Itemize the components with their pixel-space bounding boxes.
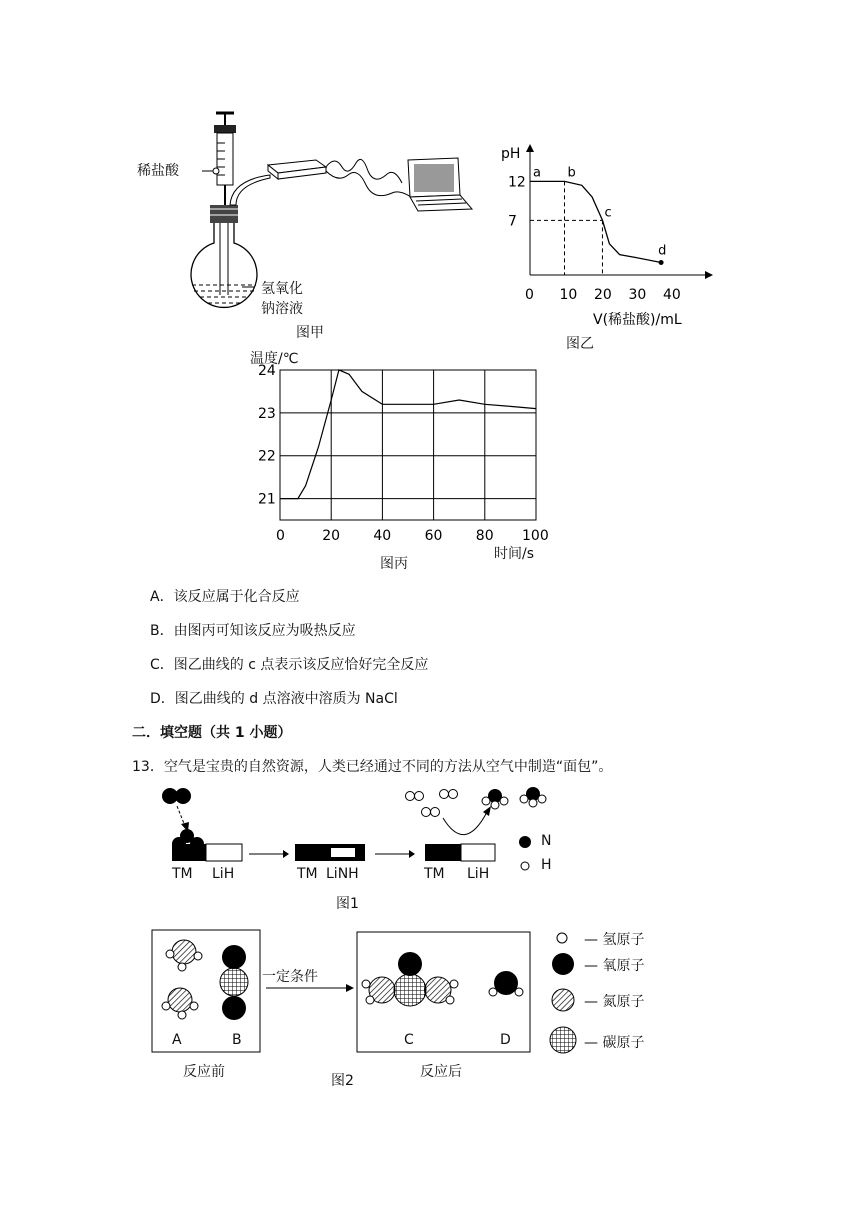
option-d: D．图乙曲线的 d 点溶液中溶质为 NaCl <box>150 691 398 707</box>
yi-point-label: b <box>567 165 576 181</box>
molecule-d-label: D <box>500 1032 511 1048</box>
question-13-text: 13．空气是宝贵的自然资源，人类已经通过不同的方法从空气中制造“面包”。 <box>132 759 613 775</box>
yi-point-label: d <box>658 243 667 259</box>
flask-icon <box>191 223 257 307</box>
yi-x-tick: 30 <box>628 287 647 303</box>
molecule-b-icon <box>220 945 248 1020</box>
before-label: 反应前 <box>183 1064 225 1080</box>
nitrogen-atom-icon <box>552 989 574 1011</box>
figure-2-legend-icons <box>548 926 584 1056</box>
figure-1-caption: 图1 <box>336 896 359 912</box>
molecule-a-label: A <box>172 1032 182 1048</box>
bing-x-tick: 20 <box>322 528 341 544</box>
legend-nitrogen: — 氮原子 <box>584 994 645 1010</box>
yi-x-tick: 40 <box>663 287 681 303</box>
lih-label-1: LiH <box>212 866 235 882</box>
acid-label: 稀盐酸 <box>137 163 179 179</box>
bing-y-tick: 23 <box>258 405 276 422</box>
legend-n-icon <box>519 836 531 848</box>
molecule-c-label: C <box>404 1032 414 1048</box>
bing-x-tick: 80 <box>475 528 494 544</box>
tm-label-1: TM <box>172 866 193 882</box>
yi-point-label: c <box>604 205 612 221</box>
lih-label-2: LiH <box>467 866 490 882</box>
sensor-box-icon <box>268 160 326 179</box>
base-label-line2: 钠溶液 <box>261 301 303 317</box>
legend-n-label: N <box>541 833 552 849</box>
bing-y-tick: 22 <box>258 448 276 465</box>
bing-ylabel: 温度/℃ <box>250 351 299 367</box>
figure-jia-caption: 图甲 <box>296 325 324 341</box>
yi-x-tick: 10 <box>559 287 578 303</box>
bing-x-tick: 0 <box>276 528 285 544</box>
yi-x-tick: 20 <box>594 287 612 303</box>
legend-h-icon <box>521 862 529 870</box>
base-label-line1: 氢氧化 <box>261 281 303 297</box>
molecule-b-label: B <box>232 1032 242 1048</box>
bing-xlabel: 时间/s <box>494 546 535 562</box>
legend-carbon: — 碳原子 <box>584 1035 645 1051</box>
option-c: C．图乙曲线的 c 点表示该反应恰好完全反应 <box>150 657 429 673</box>
yi-y-tick: 7 <box>508 213 517 230</box>
hydrogen-atom-icon <box>557 933 567 943</box>
figure-jia-apparatus <box>130 105 480 345</box>
syringe-icon <box>214 113 236 205</box>
bing-x-tick: 40 <box>373 528 392 544</box>
yi-y-arrow <box>526 144 534 152</box>
figure-2-caption: 图2 <box>331 1073 354 1089</box>
bing-x-tick: 100 <box>522 528 549 544</box>
yi-y-tick: 12 <box>508 174 526 191</box>
figure-yi-ph-chart <box>495 140 720 330</box>
option-a: A．该反应属于化合反应 <box>150 589 300 605</box>
linh-label: LiNH <box>326 866 359 882</box>
laptop-icon <box>408 158 472 211</box>
oxygen-atom-icon <box>552 953 574 975</box>
tm-label-2: TM <box>297 866 318 882</box>
legend-hydrogen: — 氢原子 <box>584 932 645 948</box>
bing-x-tick: 60 <box>424 528 443 544</box>
yi-x-arrow <box>705 271 713 279</box>
carbon-atom-icon <box>550 1027 576 1053</box>
yi-ylabel: pH <box>501 146 521 162</box>
n2-molecule-icon <box>162 788 191 804</box>
h2-molecules-icon <box>406 790 458 817</box>
figure-yi-caption: 图乙 <box>566 336 594 352</box>
legend-oxygen: — 氧原子 <box>584 958 645 974</box>
yi-x-tick: 0 <box>525 287 534 303</box>
section-2-title: 二．填空题（共 1 小题） <box>132 725 292 741</box>
after-label: 反应后 <box>420 1064 462 1080</box>
tm-label-3: TM <box>424 866 445 882</box>
condition-label: 一定条件 <box>262 969 318 985</box>
bing-y-tick: 24 <box>258 363 276 379</box>
legend-h-label: H <box>541 857 552 873</box>
yi-xlabel: V(稀盐酸)/mL <box>593 312 682 328</box>
nh3-molecules-icon <box>482 787 546 809</box>
option-b: B．由图丙可知该反应为吸热反应 <box>150 623 356 639</box>
yi-point-d <box>659 260 664 265</box>
yi-point-label: a <box>533 165 541 181</box>
yi-series-line <box>530 181 661 262</box>
bing-y-tick: 21 <box>258 491 276 508</box>
figure-bing-temperature-chart <box>250 360 560 550</box>
figure-bing-caption: 图丙 <box>380 556 408 572</box>
